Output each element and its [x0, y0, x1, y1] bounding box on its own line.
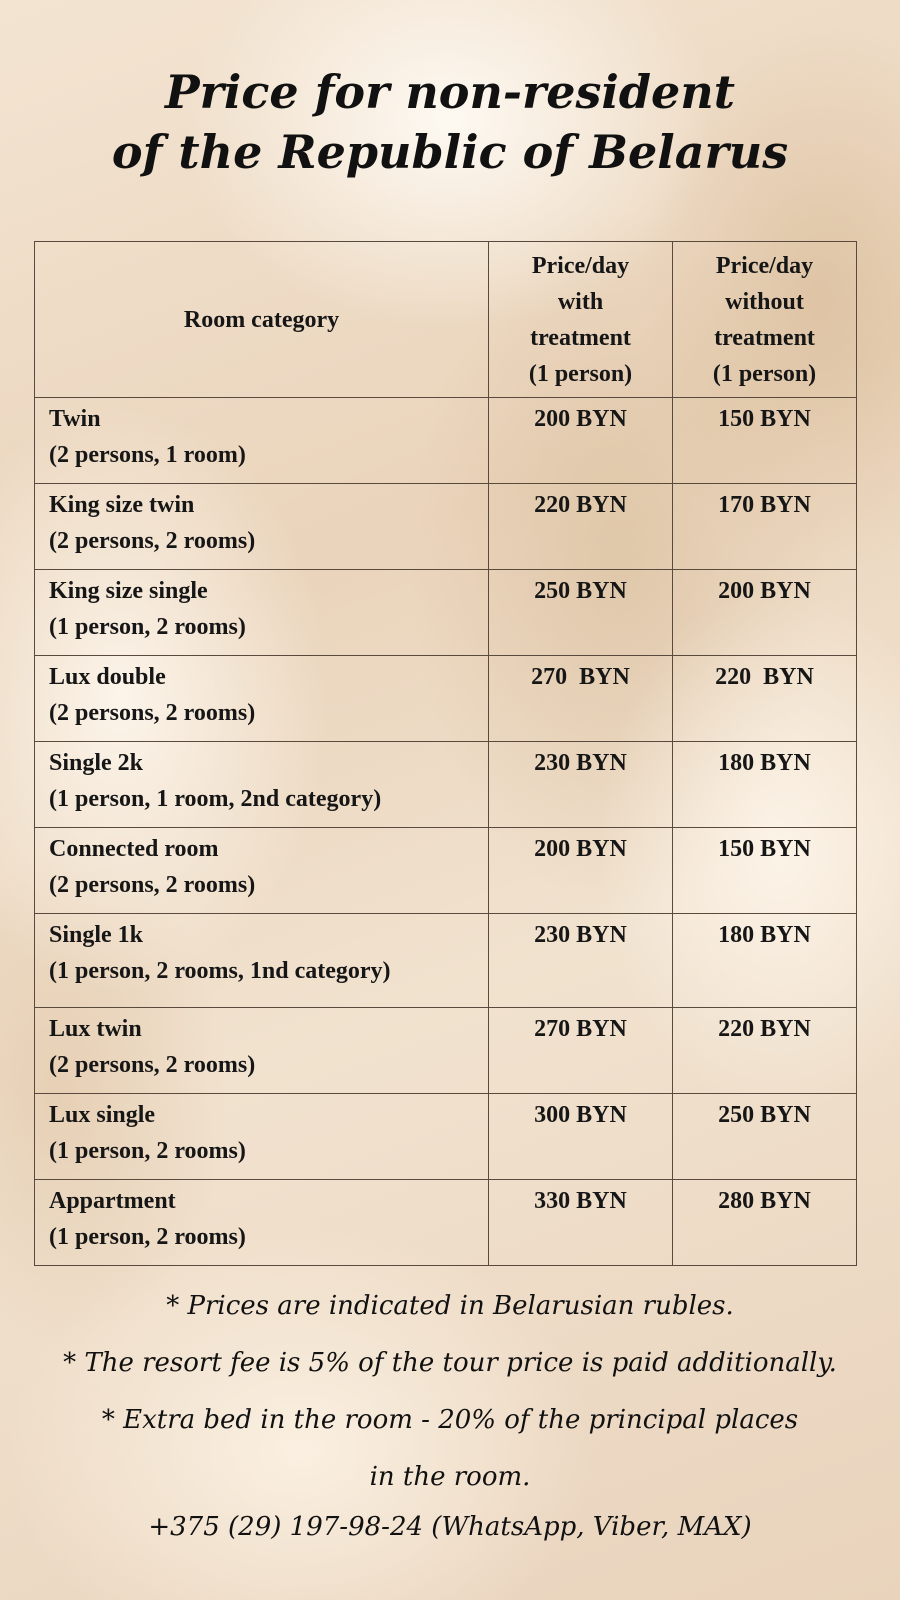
room-category-cell: [35, 914, 489, 1008]
table-row: [35, 398, 857, 484]
room-name: Lux double: [49, 664, 166, 690]
price-without-treatment: 280 BYN: [673, 1180, 857, 1266]
room-name: Appartment: [49, 1188, 176, 1214]
price-with-treatment: 250 BYN: [489, 570, 673, 656]
note-extra-bed: * Extra bed in the room - 20% of the principal places: [101, 1405, 799, 1435]
price-without-treatment: 180 BYN: [673, 914, 857, 1008]
room-details: (1 person, 2 rooms): [49, 1138, 246, 1164]
room-category-cell: [35, 656, 489, 742]
table-row: [35, 570, 857, 656]
header-without-treatment: Price/day without treatment (1 person): [673, 242, 857, 398]
price-without-treatment: 200 BYN: [673, 570, 857, 656]
room-name: Single 2k: [49, 750, 144, 776]
note-currency: * Prices are indicated in Belarusian rubles.: [166, 1291, 734, 1321]
room-category-cell: [35, 570, 489, 656]
room-details: (1 person, 2 rooms, 1nd category): [49, 958, 391, 984]
price-with-treatment: 270 BYN: [489, 1008, 673, 1094]
footnotes: [0, 1278, 900, 1548]
price-without-treatment: 250 BYN: [673, 1094, 857, 1180]
room-category-cell: [35, 398, 489, 484]
note-resort-fee: * The resort fee is 5% of the tour price is paid additionally.: [63, 1348, 837, 1378]
room-details: (2 persons, 2 rooms): [49, 528, 256, 554]
room-details: (2 persons, 2 rooms): [49, 700, 256, 726]
price-without-treatment: 180 BYN: [673, 742, 857, 828]
room-name: Connected room: [49, 836, 219, 862]
room-category-cell: [35, 742, 489, 828]
price-with-treatment: 220 BYN: [489, 484, 673, 570]
table-row: [35, 914, 857, 1008]
title-line-2: of the Republic of Belarus: [111, 125, 789, 179]
price-with-treatment: 270 BYN: [489, 656, 673, 742]
table-row: [35, 1180, 857, 1266]
room-category-cell: [35, 1008, 489, 1094]
room-details: (2 persons, 2 rooms): [49, 872, 256, 898]
room-name: Lux single: [49, 1102, 156, 1128]
price-with-treatment: 300 BYN: [489, 1094, 673, 1180]
price-without-treatment: 220 BYN: [673, 1008, 857, 1094]
price-with-treatment: 200 BYN: [489, 398, 673, 484]
room-details: (1 person, 1 room, 2nd category): [49, 786, 382, 812]
header-room-category: Room category: [35, 242, 489, 398]
note-extra-bed-continued: in the room.: [369, 1462, 531, 1492]
room-name: Lux twin: [49, 1016, 142, 1042]
room-name: King size twin: [49, 492, 195, 518]
room-category-cell: [35, 1094, 489, 1180]
room-details: (1 person, 2 rooms): [49, 1224, 246, 1250]
table-row: [35, 1008, 857, 1094]
price-with-treatment: 200 BYN: [489, 828, 673, 914]
price-without-treatment: 220 BYN: [673, 656, 857, 742]
table-row: [35, 656, 857, 742]
title-line-1: Price for non-resident: [165, 65, 735, 119]
room-name: Twin: [49, 406, 101, 432]
table-row: [35, 484, 857, 570]
room-name: King size single: [49, 578, 208, 604]
room-name: Single 1k: [49, 922, 144, 948]
room-category-cell: [35, 1180, 489, 1266]
page-title: [0, 62, 900, 182]
price-without-treatment: 150 BYN: [673, 828, 857, 914]
table-row: [35, 742, 857, 828]
price-with-treatment: 230 BYN: [489, 914, 673, 1008]
header-with-treatment: Price/day with treatment (1 person): [489, 242, 673, 398]
room-details: (1 person, 2 rooms): [49, 614, 246, 640]
price-without-treatment: 170 BYN: [673, 484, 857, 570]
room-details: (2 persons, 2 rooms): [49, 1052, 256, 1078]
table-row: [35, 1094, 857, 1180]
room-category-cell: [35, 828, 489, 914]
contact-phone[interactable]: +375 (29) 197-98-24 (WhatsApp, Viber, MAX): [148, 1512, 752, 1542]
table-row: [35, 828, 857, 914]
table-header-row: [35, 242, 857, 398]
room-category-cell: [35, 484, 489, 570]
price-with-treatment: 230 BYN: [489, 742, 673, 828]
price-without-treatment: 150 BYN: [673, 398, 857, 484]
room-details: (2 persons, 1 room): [49, 442, 246, 468]
price-table: [34, 241, 857, 1266]
price-with-treatment: 330 BYN: [489, 1180, 673, 1266]
